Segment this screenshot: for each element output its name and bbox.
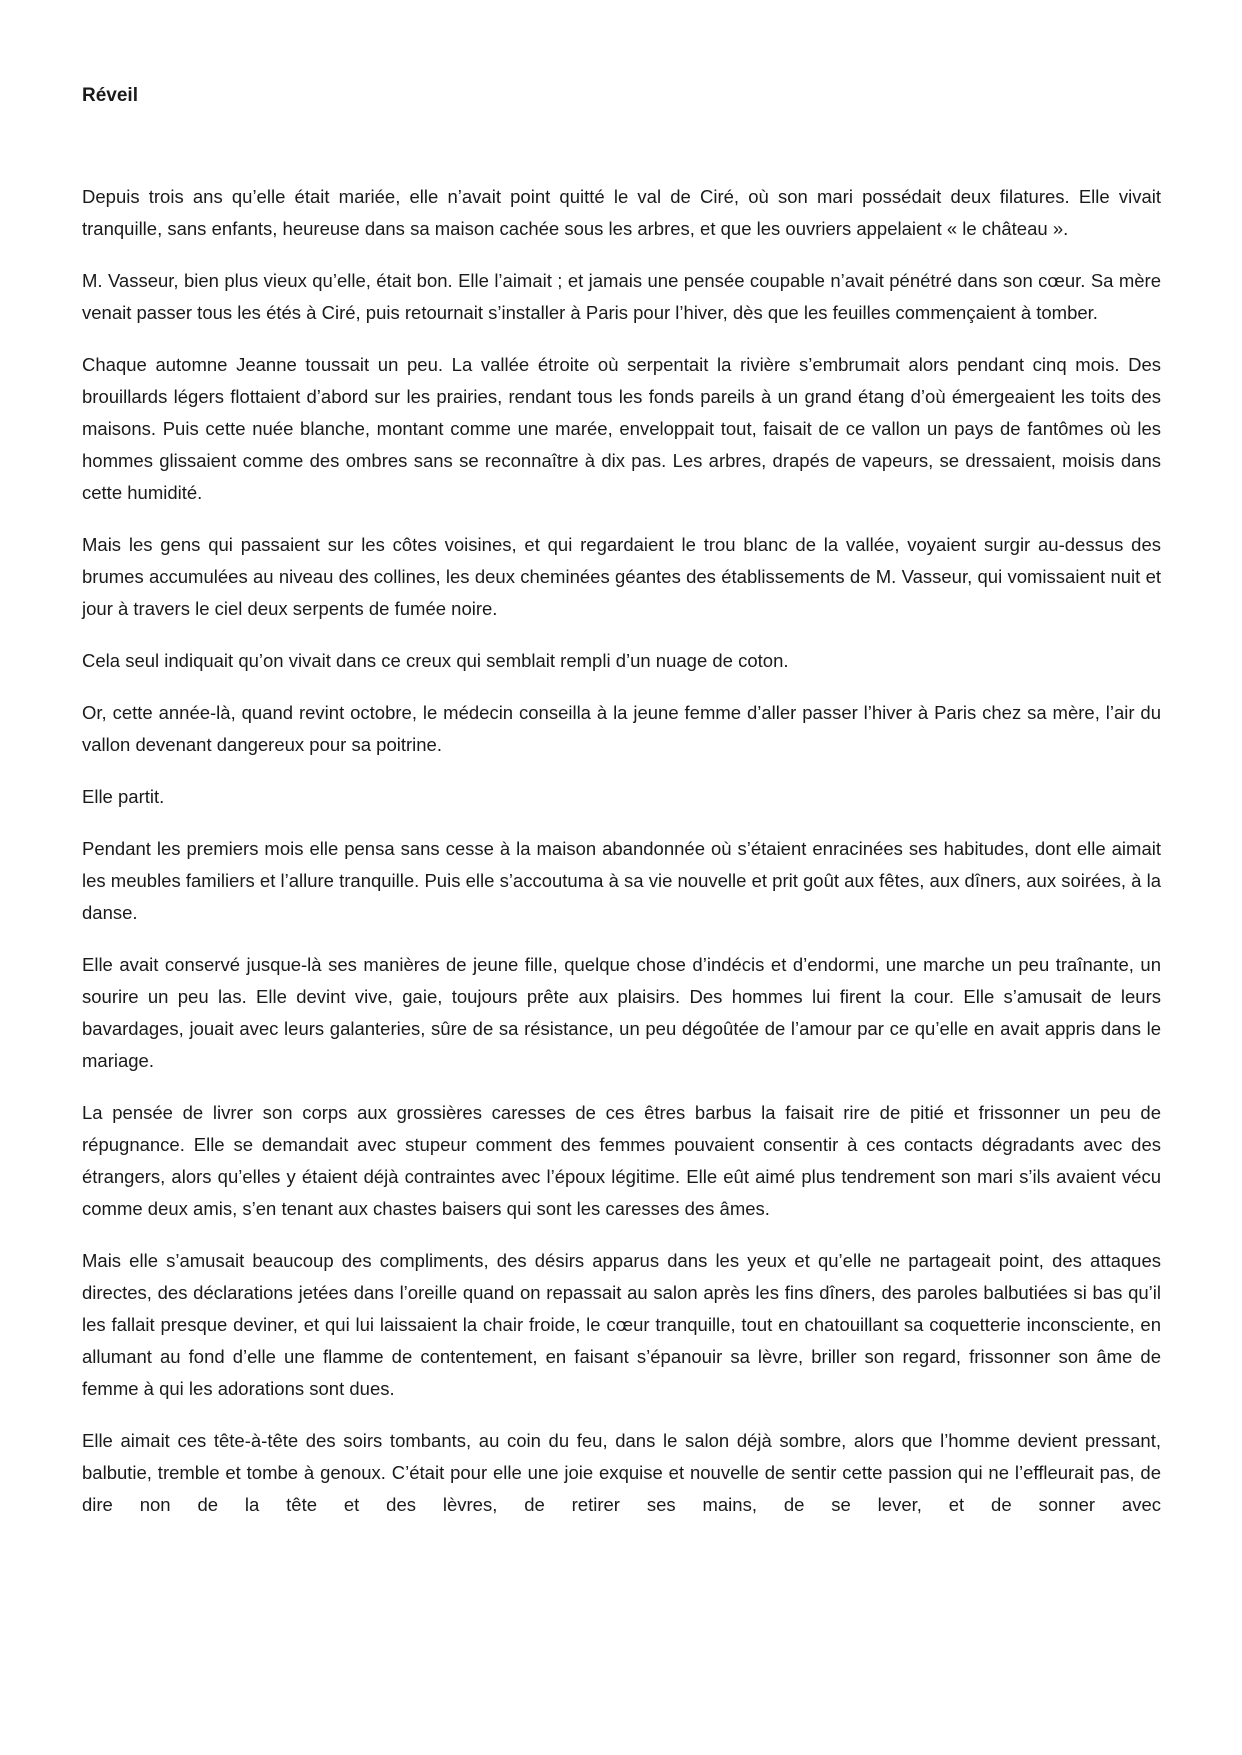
- document-body: [82, 181, 1161, 1521]
- paragraph: Elle aimait ces tête-à-tête des soirs tombants, au coin du feu, dans le salon déjà sombre, alors que l’homme devient pressant, balbutie, tremble et tombe à genoux. C’était pour elle une joie exquise et nouvelle de sentir cette passion qui ne l’effleurait pas, de dire non de la tête et des lèvres, de retirer ses mains, de se lever, et de sonner avec: [82, 1430, 1161, 1515]
- paragraph: M. Vasseur, bien plus vieux qu’elle, était bon. Elle l’aimait ; et jamais une pensée coupable n’avait pénétré dans son cœur. Sa mère venait passer tous les étés à Ciré, puis retournait s’installer à Paris pour l’hiver, dès que les feuilles commençaient à tomber.: [82, 270, 1161, 323]
- paragraph: Chaque automne Jeanne toussait un peu. La vallée étroite où serpentait la rivière s’embrumait alors pendant cinq mois. Des brouillards légers flottaient d’abord sur les prairies, rendant tous les fonds pareils à un grand étang d’où émergeaient les toits des maisons. Puis cette nuée blanche, montant comme une marée, enveloppait tout, faisait de ce vallon un pays de fantômes où les hommes glissaient comme des ombres sans se reconnaître à dix pas. Les arbres, drapés de vapeurs, se dressaient, moisis dans cette humidité.: [82, 354, 1161, 503]
- paragraph: Elle avait conservé jusque-là ses manières de jeune fille, quelque chose d’indécis et d’endormi, une marche un peu traînante, un sourire un peu las. Elle devint vive, gaie, toujours prête aux plaisirs. Des hommes lui firent la cour. Elle s’amusait de leurs bavardages, jouait avec leurs galanteries, sûre de sa résistance, un peu dégoûtée de l’amour par ce qu’elle en avait appris dans le mariage.: [82, 954, 1161, 1071]
- paragraph: Elle partit.: [82, 786, 165, 807]
- paragraph: La pensée de livrer son corps aux grossières caresses de ces êtres barbus la faisait rire de pitié et frissonner un peu de répugnance. Elle se demandait avec stupeur comment des femmes pouvaient consentir à ces contacts dégradants avec des étrangers, alors qu’elles y étaient déjà contraintes avec l’époux légitime. Elle eût aimé plus tendrement son mari s’ils avaient vécu comme deux amis, s’en tenant aux chastes baisers qui sont les caresses des âmes.: [82, 1102, 1161, 1219]
- paragraph: Mais elle s’amusait beaucoup des compliments, des désirs apparus dans les yeux et qu’elle ne partageait point, des attaques directes, des déclarations jetées dans l’oreille quand on repassait au salon après les fins dîners, des paroles balbutiées si bas qu’il les fallait presque deviner, et qui lui laissaient la chair froide, le cœur tranquille, tout en chatouillant sa coquetterie inconsciente, en allumant au fond d’elle une flamme de contentement, en faisant s’épanouir sa lèvre, briller son regard, frissonner son âme de femme à qui les adorations sont dues.: [82, 1250, 1161, 1399]
- paragraph: Pendant les premiers mois elle pensa sans cesse à la maison abandonnée où s’étaient enracinées ses habitudes, dont elle aimait les meubles familiers et l’allure tranquille. Puis elle s’accoutuma à sa vie nouvelle et prit goût aux fêtes, aux dîners, aux soirées, à la danse.: [82, 838, 1161, 923]
- paragraph: Mais les gens qui passaient sur les côtes voisines, et qui regardaient le trou blanc de la vallée, voyaient surgir au-dessus des brumes accumulées au niveau des collines, les deux cheminées géantes des établissements de M. Vasseur, qui vomissaient nuit et jour à travers le ciel deux serpents de fumée noire.: [82, 534, 1161, 619]
- document-title: Réveil: [82, 85, 138, 106]
- paragraph: Or, cette année-là, quand revint octobre, le médecin conseilla à la jeune femme d’aller passer l’hiver à Paris chez sa mère, l’air du vallon devenant dangereux pour sa poitrine.: [82, 702, 1161, 755]
- paragraph: Cela seul indiquait qu’on vivait dans ce creux qui semblait rempli d’un nuage de coton.: [82, 650, 789, 671]
- paragraph: Depuis trois ans qu’elle était mariée, elle n’avait point quitté le val de Ciré, où son mari possédait deux filatures. Elle vivait tranquille, sans enfants, heureuse dans sa maison cachée sous les arbres, et que les ouvriers appelaient « le château ».: [82, 186, 1161, 239]
